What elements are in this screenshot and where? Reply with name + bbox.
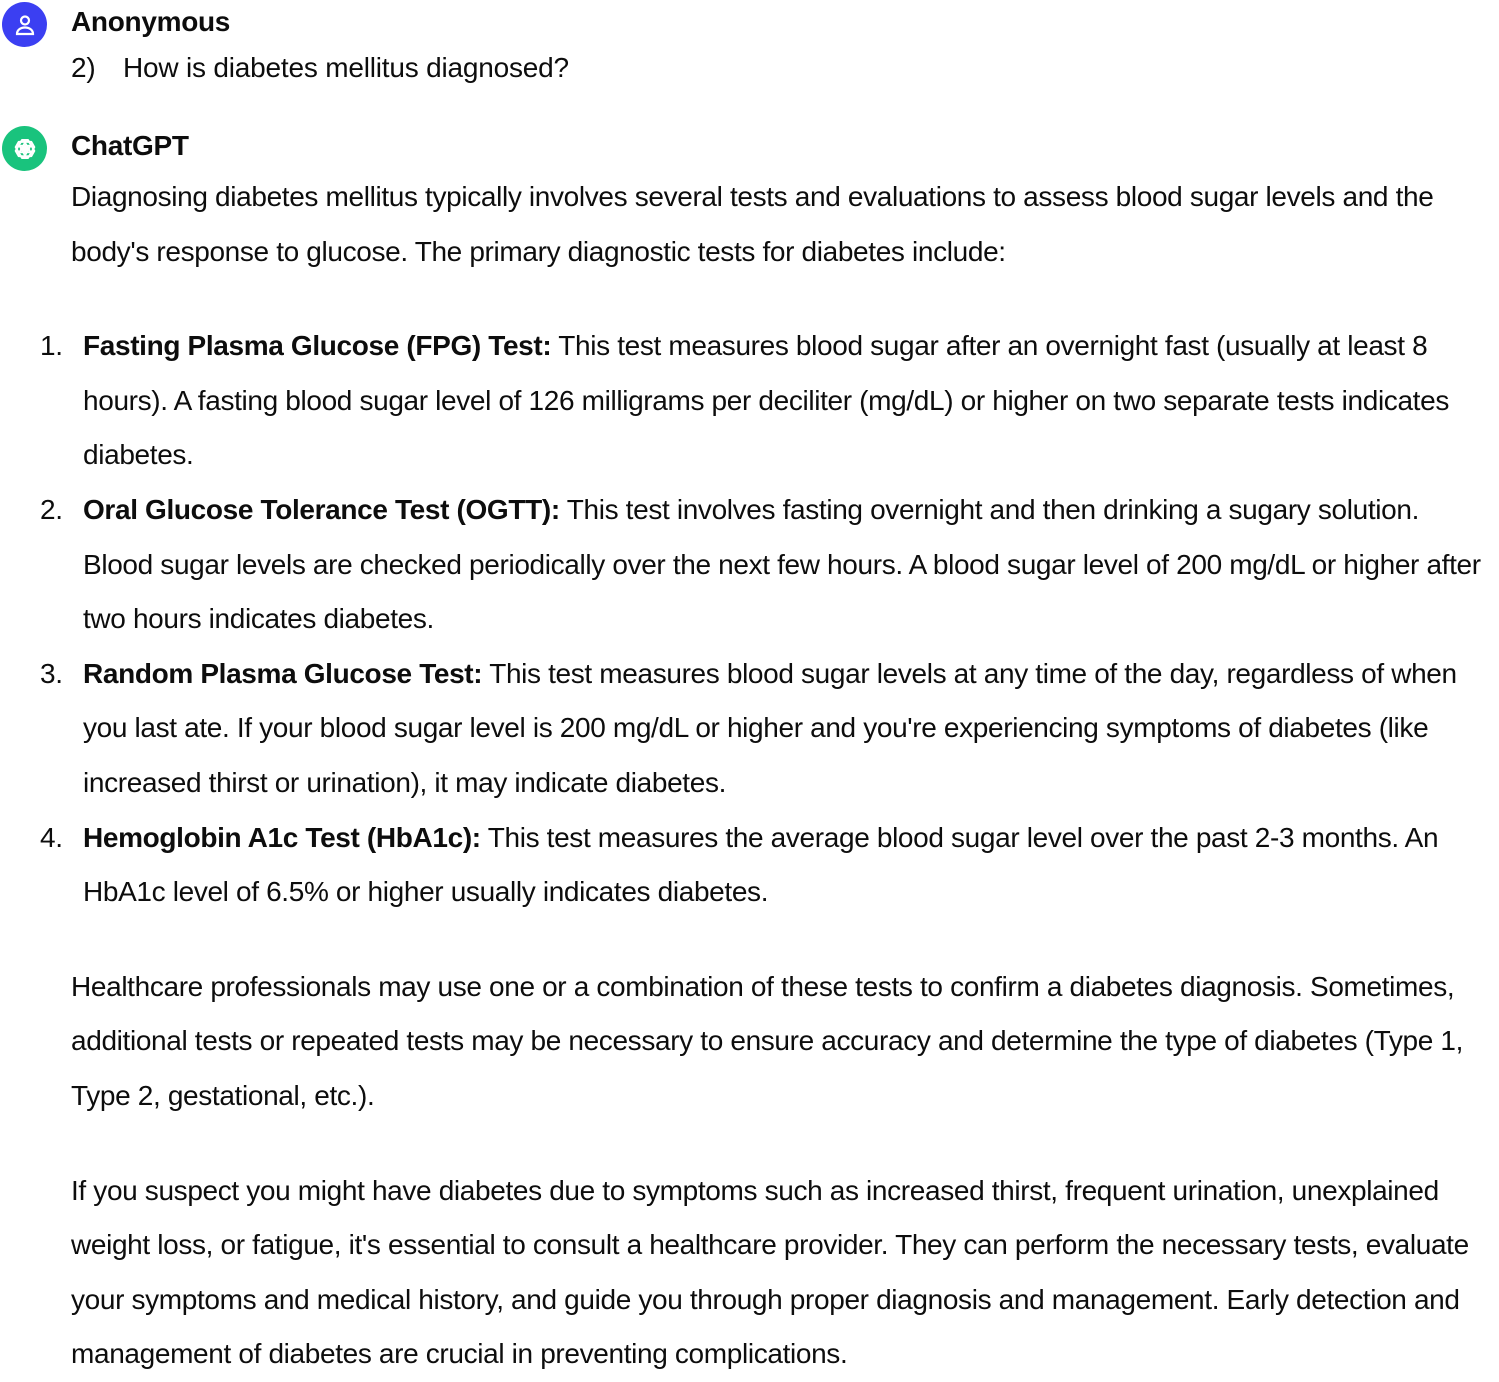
question-number: 2)	[71, 52, 96, 83]
test-description: This test involves fasting overnight and then drinking a sugary solution. Blood sugar levels are checked periodically over the next few hours. A blood sugar level of 200 mg/dL or higher after two hours indicates diabetes.	[83, 493, 1481, 635]
test-description: This test measures the average blood sugar level over the past 2-3 months. An HbA1c level of 6.5% or higher usually indicates diabetes.	[83, 821, 1439, 908]
list-item	[40, 319, 1495, 483]
assistant-avatar	[2, 126, 47, 171]
advice-paragraph: If you suspect you might have diabetes due to symptoms such as increased thirst, frequent urination, unexplained weight loss, or fatigue, it's essential to consult a healthcare provider. They can perform the necessary tests, evaluate your symptoms and medical history, and guide you through proper diagnosis and management. Early detection and management of diabetes are crucial in preventing complications.	[71, 1174, 1469, 1370]
test-title: Hemoglobin A1c Test (HbA1c):	[83, 821, 481, 853]
user-avatar	[2, 2, 47, 47]
assistant-response	[40, 170, 1495, 1382]
question-text: How is diabetes mellitus diagnosed?	[123, 52, 569, 83]
test-title: Random Plasma Glucose Test:	[83, 657, 483, 689]
intro-paragraph: Diagnosing diabetes mellitus typically involves several tests and evaluations to assess blood sugar levels and the body's response to glucose. The primary diagnostic tests for diabetes include:	[71, 181, 1434, 267]
test-description: This test measures blood sugar after an overnight fast (usually at least 8 hours). A fasting blood sugar level of 126 milligrams per deciliter (mg/dL) or higher on two separate tests indicates diabetes.	[83, 330, 1449, 471]
list-item	[40, 483, 1495, 647]
test-title: Oral Glucose Tolerance Test (OGTT):	[83, 493, 560, 525]
list-marker: 1.	[40, 330, 63, 362]
list-marker: 4.	[40, 821, 63, 853]
combination-paragraph: Healthcare professionals may use one or a combination of these tests to confirm a diabetes diagnosis. Sometimes, additional tests or repeated tests may be necessary to ensure accuracy and determine the type of diabetes (Type 1, Type 2, gestational, etc.).	[71, 970, 1464, 1111]
test-title: Fasting Plasma Glucose (FPG) Test:	[83, 330, 552, 362]
user-author-name: Anonymous	[71, 6, 231, 37]
list-marker: 2.	[40, 493, 63, 525]
assistant-author-name: ChatGPT	[71, 130, 189, 161]
user-message-text	[71, 48, 569, 88]
person-icon	[13, 13, 37, 37]
diagnostic-tests-list	[40, 319, 1495, 920]
list-marker: 3.	[40, 657, 63, 689]
list-item	[40, 647, 1495, 811]
list-item	[40, 811, 1495, 920]
openai-logo-icon	[10, 134, 40, 164]
test-description: This test measures blood sugar levels at any time of the day, regardless of when you last ate. If your blood sugar level is 200 mg/dL or higher and you're experiencing symptoms of diabetes (like increased thirst or urination), it may indicate diabetes.	[83, 657, 1457, 798]
